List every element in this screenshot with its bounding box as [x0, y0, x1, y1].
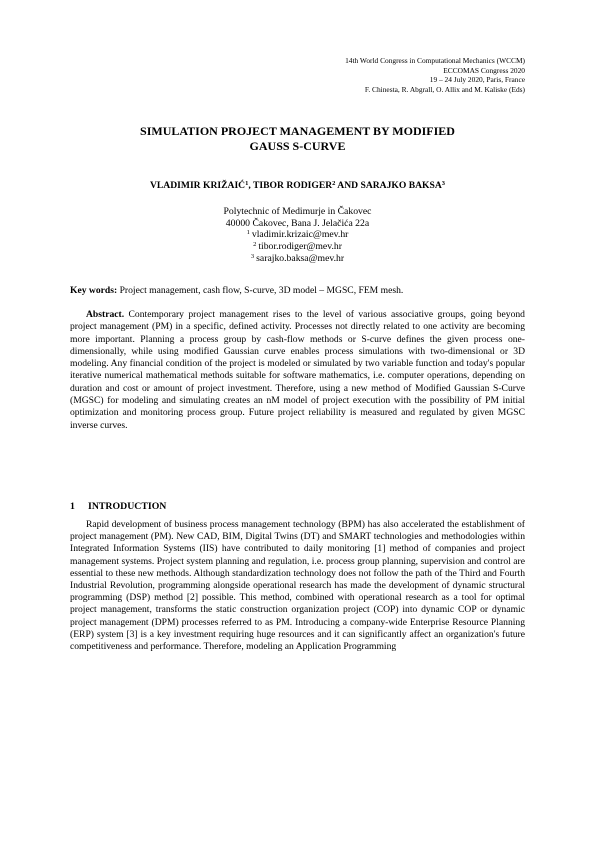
email-link[interactable]: sarajko.baksa@mev.hr: [256, 252, 345, 264]
title-line-2: GAUSS S-CURVE: [249, 138, 346, 153]
section-number: 1: [70, 501, 75, 512]
abstract-label: Abstract.: [86, 309, 125, 320]
abstract-text: Contemporary project management rises to the level of various associative groups, going beyond project management (PM) in a specific, defined activity. Processes not directly related to one activity are becoming more important. Planning a process group by cash-flow methods or S-curve defines the given process one-dimensionally, while using modified Gaussian curve enables process simulations with two-dimensional or 3D modeling. Any financial condition of the project is modeled or simulated by two variable function and today's popular iterative numerical mathematical methods suitable for software mathematics, i.e. computer operations, depending on duration and cost or amount of project investment. Therefore, using a new method of Modified Gaussian S-Curve (MGSC) for modeling and simulating creates an nM model of project execution with the possibility of PM initial optimization and monitoring process group. Future project reliability is measured and regulated by given MGSC inverse curves.: [70, 309, 525, 431]
keywords-text: Project management, cash flow, S-curve, 3D model – MGSC, FEM mesh.: [119, 285, 404, 296]
email-line: [70, 229, 525, 241]
conference-name: 14th World Congress in Computational Mechanics (WCCM): [345, 56, 525, 65]
conference-header: [345, 56, 525, 94]
affiliation-block: [70, 206, 525, 265]
affiliation-address: 40000 Čakovec, Bana J. Jelačića 22a: [225, 217, 370, 229]
author-list: [70, 180, 525, 191]
section-heading: [70, 501, 166, 512]
email-mark: 3: [250, 252, 255, 260]
conference-dates: 19 – 24 July 2020, Paris, France: [429, 75, 525, 85]
introduction-paragraph: Rapid development of business process management technology (BPM) has also accelerated the establishment of project management (PM). New CAD, BIM, Digital Twins (DT) and SMART technologies and methodologies within Integrated Information Systems (IIS) have contributed to daily monitoring [1] method of companies and project management systems. Project system planning and regulation, i.e. process group planning, supervision and control are essential to these new methods. Although standardization technology does not follow the path of the Third and Fourth Industrial Revolution, programming alongside operational research has made the development of dynamic structural programming (DSP) method [2] possible. This method, combined with operational research as a tool for optimal project management, transforms the static construction organization project (COP) into dynamic COP or dynamic project management (DPM) processes referred to as PM. Introducing a company-wide Enterprise Resource Planning (ERP) system [3] is a key investment requiring huge resources and it can significantly affect an organization's future competitiveness and performance. Therefore, modeling an Application Programming: [70, 519, 525, 653]
affiliation-institution: Polytechnic of Medimurje in Čakovec: [223, 206, 372, 217]
author-separator: AND: [335, 180, 361, 191]
author-name: SARAJKO BAKSA: [360, 180, 442, 191]
email-line: [70, 253, 525, 265]
author-separator: ,: [248, 180, 253, 191]
paper-title: [70, 124, 525, 153]
email-mark: 1: [246, 229, 250, 237]
email-line: [70, 241, 525, 253]
author-name: TIBOR RODIGER: [253, 180, 333, 191]
author-name: VLADIMIR KRIŽAIĆ: [149, 180, 246, 191]
email-link[interactable]: vladimir.krizaic@mev.hr: [251, 229, 349, 241]
email-mark: 2: [253, 241, 257, 249]
author-mark: 3: [441, 180, 446, 187]
conference-editors: F. Chinesta, R. Abgrall, O. Allix and M. Kaliske (Eds): [364, 84, 525, 94]
keywords-line: [70, 285, 525, 296]
abstract-paragraph: [70, 309, 525, 432]
keywords-label: Key words:: [70, 285, 118, 296]
congress-name: ECCOMAS Congress 2020: [443, 65, 525, 75]
email-link[interactable]: tibor.rodiger@mev.hr: [258, 241, 342, 253]
author-mark: 1: [245, 180, 249, 187]
section-title: INTRODUCTION: [88, 501, 167, 512]
title-line-1: SIMULATION PROJECT MANAGEMENT BY MODIFIED: [140, 124, 455, 138]
author-mark: 2: [332, 180, 336, 187]
